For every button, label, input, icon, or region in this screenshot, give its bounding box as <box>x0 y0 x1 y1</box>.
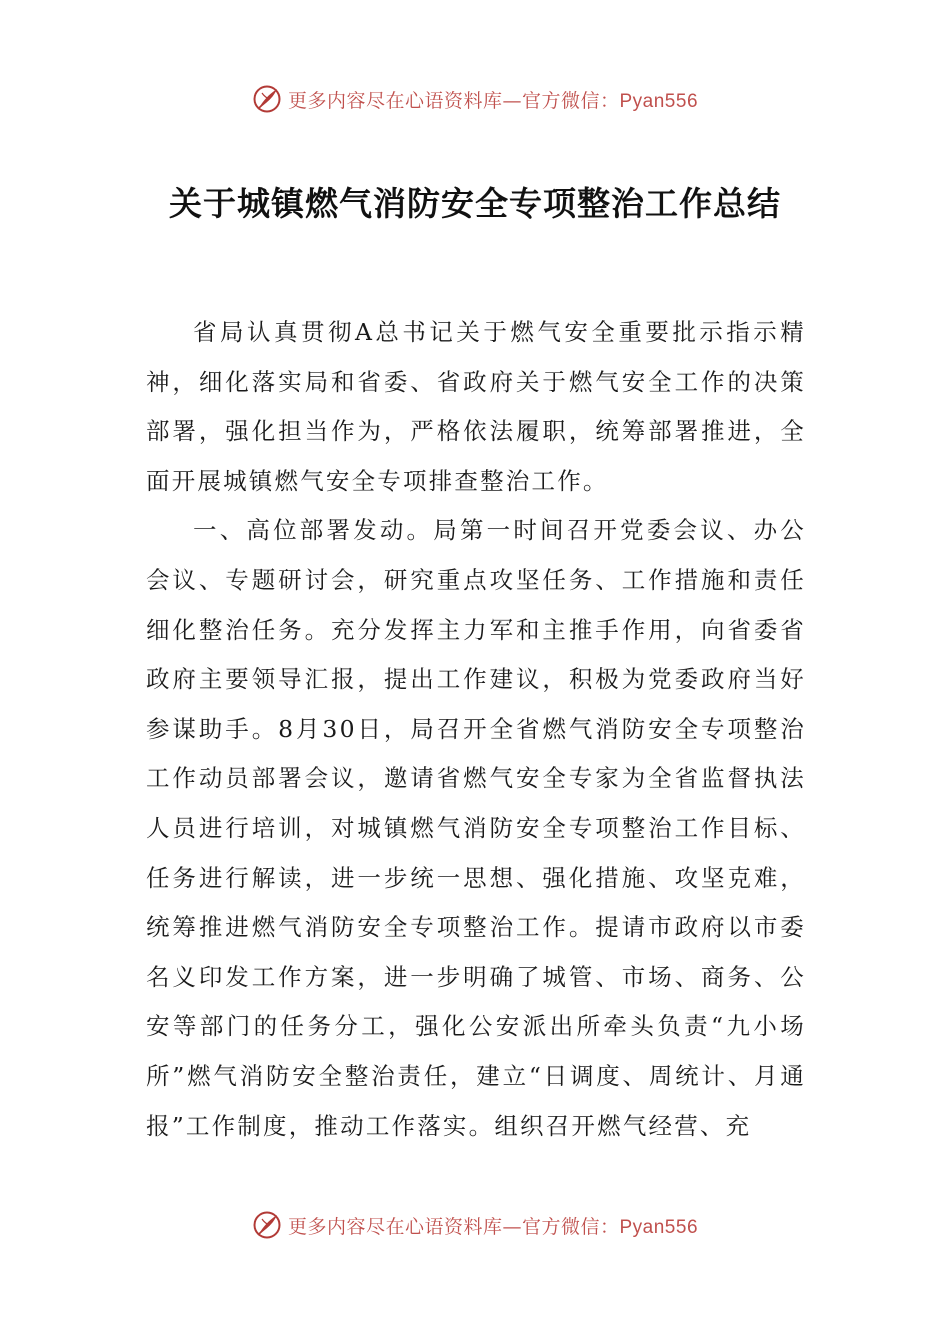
paragraph-intro: 省局认真贯彻A总书记关于燃气安全重要批示指示精神，细化落实局和省委、省政府关于燃气安全工作的决策部署，强化担当作为，严格依法履职，统筹部署推进，全面开展城镇燃气安全专项排查整治工作。 <box>146 318 806 495</box>
document-title: 关于城镇燃气消防安全专项整治工作总结 <box>169 184 781 223</box>
watermark-text: 更多内容尽在心语资料库—官方微信：Pyan556 <box>287 1215 699 1238</box>
watermark-text: 更多内容尽在心语资料库—官方微信：Pyan556 <box>287 89 699 112</box>
footer-watermark <box>0 1210 950 1240</box>
watermark-wechat-id: Pyan556 <box>619 90 699 112</box>
quill-pen-logo-icon <box>252 1210 282 1240</box>
document-body <box>146 308 806 1151</box>
watermark-wechat-id: Pyan556 <box>619 1216 699 1238</box>
paragraph-section-one: 一、高位部署发动。局第一时间召开党委会议、办公会议、专题研讨会，研究重点攻坚任务、工作措施和责任细化整治任务。充分发挥主力军和主推手作用，向省委省政府主要领导汇报，提出工作建议，积极为党委政府当好参谋助手。8月30日，局召开全省燃气消防安全专项整治工作动员部署会议，邀请省燃气安全专家为全省监督执法人员进行培训，对城镇燃气消防安全专项整治工作目标、任务进行解读，进一步统一思想、强化措施、攻坚克难，统筹推进燃气消防安全专项整治工作。提请市政府以市委名义印发工作方案，进一步明确了城管、市场、商务、公安等部门的任务分工，强化公安派出所牵头负责“九小场所”燃气消防安全整治责任，建立“日调度、周统计、月通报”工作制度，推动工作落实。组织召开燃气经营、充 <box>146 516 806 1140</box>
quill-pen-logo-icon <box>252 84 282 114</box>
header-watermark <box>0 84 950 114</box>
